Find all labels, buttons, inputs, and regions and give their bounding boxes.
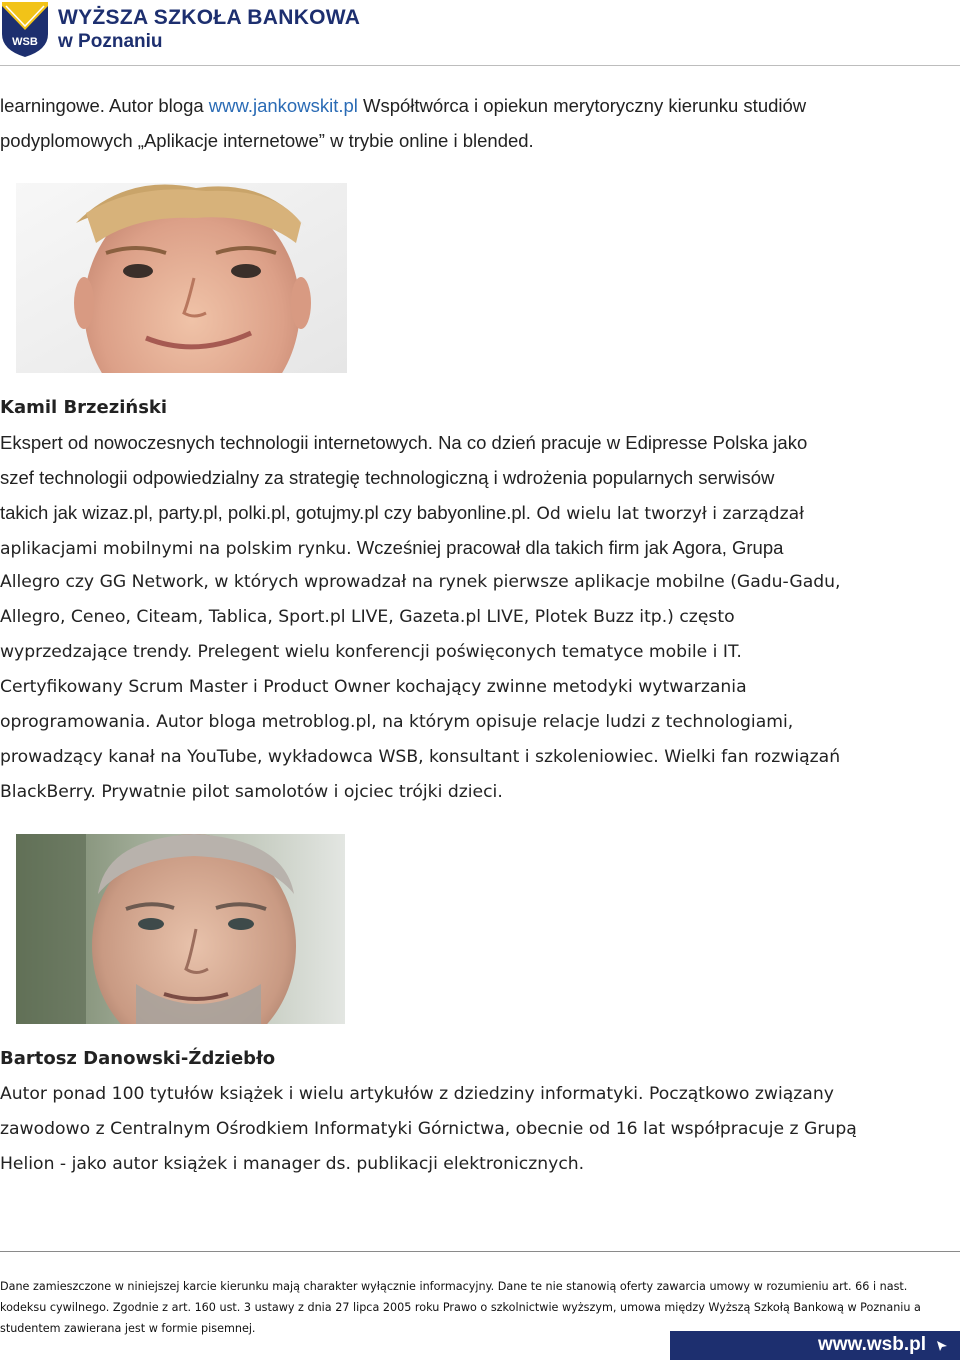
footer-divider bbox=[0, 1251, 960, 1252]
intro-line-1: learningowe. Autor bloga www.jankowskit.pl Współtwórca i opiekun merytoryczny kierunku studiów bbox=[0, 95, 807, 116]
footer-disclaimer bbox=[0, 1276, 921, 1339]
bio-line: wyprzedzające trendy. Prelegent wielu konferencji poświęconych tematyce mobile i IT. bbox=[0, 642, 742, 662]
bio-line: Ekspert od nowoczesnych technologii internetowych. Na co dzień pracuje w Edipresse Polska jako bbox=[0, 432, 808, 453]
intro-paragraph bbox=[0, 88, 806, 158]
logo-title-line2: w Poznaniu bbox=[58, 31, 163, 52]
bio-line: BlackBerry. Prywatnie pilot samolotów i ojciec trójki dzieci. bbox=[0, 782, 503, 802]
wsb-shield-logo bbox=[0, 0, 50, 58]
bio-line: Certyfikowany Scrum Master i Product Owner kochający zwinne metodyki wytwarzania bbox=[0, 677, 747, 697]
cursor-arrow-icon bbox=[936, 1340, 948, 1352]
person2-bio bbox=[0, 1077, 857, 1182]
bio-line: Allegro czy GG Network, w których wprowadzał na rynek pierwsze aplikacje mobilne (Gadu-Gadu, bbox=[0, 572, 841, 592]
header-divider bbox=[0, 65, 960, 66]
bio-line: zawodowo z Centralnym Ośrodkiem Informatyki Górnictwa, obecnie od 16 lat współpracuje z Grupą bbox=[0, 1119, 857, 1139]
bio-line: oprogramowania. Autor bloga metroblog.pl, na którym opisuje relacje ludzi z technologiami, bbox=[0, 712, 794, 732]
person2-name: Bartosz Danowski-Ździebło bbox=[0, 1048, 276, 1069]
blog-link[interactable]: www.jankowskit.pl bbox=[208, 95, 358, 116]
website-url[interactable]: www.wsb.pl bbox=[817, 1334, 926, 1355]
person1-name: Kamil Brzeziński bbox=[0, 397, 168, 418]
bio-line: takich jak wizaz.pl, party.pl, polki.pl, gotujmy.pl czy babyonline.pl. Od wielu lat tworzył i zarządzał bbox=[0, 502, 805, 524]
disclaimer-line: kodeksu cywilnego. Zgodnie z art. 160 ust. 3 ustawy z dnia 27 lipca 2005 roku Prawo o szkolnictwie wyższym, umowa między Wyższą Szkołą Bankową w Poznaniu a bbox=[0, 1301, 921, 1314]
kamil-brzezinski-photo bbox=[16, 183, 347, 373]
intro-line-2: podyplomowych „Aplikacje internetowe” w trybie online i blended. bbox=[0, 130, 534, 151]
bio-line: prowadzący kanał na YouTube, wykładowca WSB, konsultant i szkoleniowiec. Wielki fan rozwiązań bbox=[0, 747, 841, 767]
bio-line: Allegro, Ceneo, Citeam, Tablica, Sport.pl LIVE, Gazeta.pl LIVE, Plotek Buzz itp.) często bbox=[0, 607, 735, 627]
website-bar[interactable] bbox=[670, 1331, 960, 1360]
disclaimer-line: studentem zawierana jest w formie pisemnej. bbox=[0, 1322, 256, 1335]
bartosz-danowski-photo bbox=[16, 834, 345, 1024]
bio-line: Helion - jako autor książek i manager ds. publikacji elektronicznych. bbox=[0, 1154, 585, 1174]
disclaimer-line: Dane zamieszczone w niniejszej karcie kierunku mają charakter wyłącznie informacyjny. Dane te nie stanowią oferty zawarcia umowy w rozumieniu art. 66 i nast. bbox=[0, 1280, 908, 1293]
bio-line: Autor ponad 100 tytułów książek i wielu artykułów z dziedziny informatyki. Początkowo związany bbox=[0, 1084, 834, 1104]
person1-bio bbox=[0, 425, 841, 810]
logo-abbr: WSB bbox=[12, 36, 38, 48]
bio-line: szef technologii odpowiedzialny za strategię technologiczną i wdrożenia popularnych serwisów bbox=[0, 467, 775, 488]
bio-line: aplikacjami mobilnymi na polskim rynku. Wcześniej pracował dla takich firm jak Agora, Grupa bbox=[0, 537, 784, 559]
logo-title-line1: WYŻSZA SZKOŁA BANKOWA bbox=[58, 6, 361, 29]
